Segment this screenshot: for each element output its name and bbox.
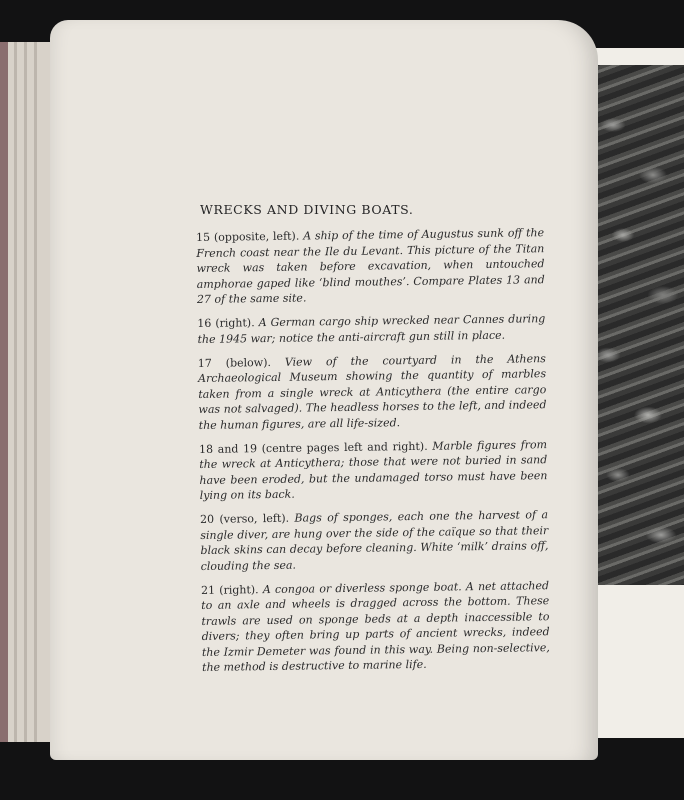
caption-text: A congoa or diverless sponge boat. A net attached to an axle and wheels is dragged across the bottom. These trawls are used on sponge beds at a depth inaccessible to divers; they often bring up parts of ancient wrecks, indeed the Izmir Demeter was found in this way. Being non-selective, the method is destructive to marine life.	[201, 578, 550, 674]
caption-18-19	[199, 437, 548, 504]
page-stack-line	[14, 42, 17, 742]
book-cover-edge	[0, 42, 8, 742]
caption-label: 17 (below).	[197, 355, 272, 370]
caption-label: 16 (right).	[197, 316, 255, 330]
caption-text: A ship of the time of Augustus sunk off the French coast near the Ile du Levant. This picture of the Titan wreck was taken before excavation, when untouched amphorae gaped like ‘blind mouthes’. Compare Plates 13 and 27 of the same site.	[196, 226, 545, 306]
caption-label: 21 (right).	[200, 582, 259, 597]
caption-label: 20 (verso, left).	[199, 511, 290, 526]
caption-20	[200, 507, 549, 574]
caption-text: A German cargo ship wrecked near Cannes during the 1945 war; notice the anti-aircraft gun still in place.	[197, 312, 546, 346]
book-left-edge	[0, 42, 51, 742]
caption-text: Bags of sponges, each one the harvest of a single diver, are hung over the side of the caïque so that their black skins can decay before cleaning. White ‘milk’ drains off, clouding the sea.	[200, 508, 549, 573]
caption-text: Marble figures from the wreck at Anticythera; those that were not buried in sand have been eroded, but the undamaged torso must have been lying on its back.	[199, 437, 548, 502]
caption-16	[197, 311, 545, 347]
caption-label: 18 and 19 (centre pages left and right).	[198, 439, 428, 456]
caption-17	[198, 351, 547, 433]
caption-text: View of the courtyard in the Athens Archaeological Museum showing the quantity of marbles taken from a single wreck at Anticythera (the entire cargo was not salvaged). The headless horses to the left, and indeed the human figures, are all life-sized.	[197, 351, 547, 432]
underwater-photograph	[583, 65, 684, 585]
page-heading: WRECKS AND DIVING BOATS.	[200, 202, 414, 217]
caption-21	[201, 578, 550, 676]
caption-label: 15 (opposite, left).	[196, 229, 300, 244]
page-stack-line	[24, 42, 27, 742]
page-stack-line	[34, 42, 37, 742]
caption-15	[196, 225, 545, 307]
caption-list	[196, 225, 550, 675]
